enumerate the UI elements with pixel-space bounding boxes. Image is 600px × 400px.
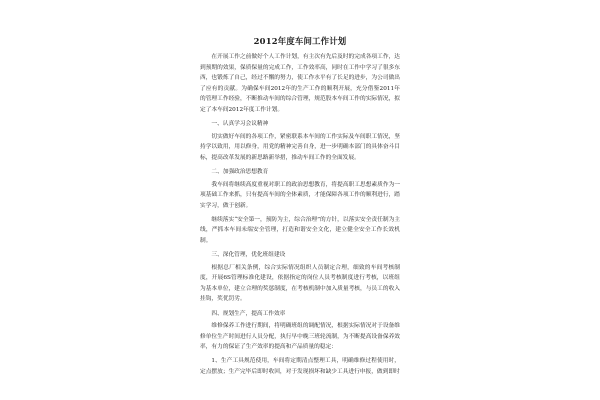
section-3-heading: 三、深化管理，优化班组建设 xyxy=(211,252,286,259)
document-title: 2012年度车间工作计划 xyxy=(253,36,347,46)
section-1-paragraph: 切实做好车间的各项工作，紧密联系本车间的工作实际及车间职工情况，坚持学以致用，用以修身，用党的精神完善自身，进一步明确本部门的具体奋斗目标，提高改革发展的新思路新举措，推动车间工作的全面发展。 xyxy=(200,133,400,161)
document-body xyxy=(200,36,400,381)
section-4-heading: 四、规划生产，提高工作效率 xyxy=(211,310,286,317)
intro-paragraph: 在开展工作之前做好个人工作计划，有主次有先后及时的完成各项工作，达到预期的效果，保质保量的完成工作，工作效率高，同时在工作中学习了很多东西，也锻炼了自己，经过不懈的努力，使工作水平有了长足的进步，为公司做出了应有的贡献。为确保车间2012年的生产工作的顺利开展，充分借鉴2011年的管理工作经验，不断推动车间的综合管理，规范股本车间工作的实际情况，拟定了本车间2012年度工作计划。 xyxy=(200,54,400,113)
section-4-paragraph-1: 维修保养工作进行期间，将明确班组的调配情况，根据实际情况对于设备维修单位生产时间进行人员分配，执行早中晚三班轮流制，为不断提高设备保养效率，有力的保证了生产效率的提高和产品质量的稳定： xyxy=(200,323,400,351)
section-2-paragraph-1: 我车间将继续高度重视对职工的政治思想教育，将提高职工思想素质作为一项基础工作来抓，只有提高车间的全体素质，才能保障各项工作的顺利进行，踏实学习，做于创新。 xyxy=(200,181,400,209)
section-4-paragraph-2: 1、生产工具规范使用，车间将定期清点整理工具，明确维修过程使用时，定点摆放；生产完毕后即时收回，对于发现损坏和缺少工具进行申报，做到即时 xyxy=(200,358,400,376)
section-2-heading: 二、加强政治思想教育 xyxy=(211,168,269,175)
section-2-paragraph-2: 继续落实“安全第一，预防为主，综合治理”的方针，以落实安全责任制为主线，严抓本车间未端安全管理，打造和谐安全文化，建立健全安全工作长效机制。 xyxy=(200,216,400,244)
section-3-paragraph: 根据总厂相关条例，综合实际情况组织人员制定合理，细致的车间考核制度，开展6S管理标准化建设，依据指定的岗位人员考核制度进行考核，以班组为基本单位，建立合理的奖惩制度，在考核机制中加入质量考核，与员工的收入挂钩，奖优罚劣。 xyxy=(200,264,400,303)
section-1-heading: 一、认真学习会议精神 xyxy=(211,121,269,128)
